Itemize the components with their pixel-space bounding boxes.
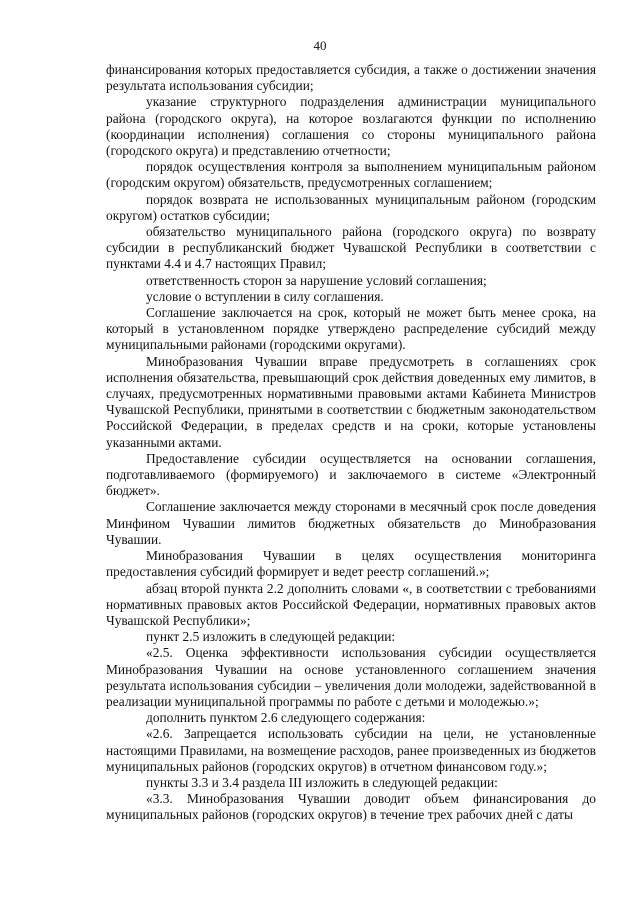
paragraph: указание структурного подразделения администрации муниципального района (городского округа), на которое возлагаются функции по исполнению (координации исполнения) соглашения со стороны муниципального района (городского округа) и представлению отчетности; <box>106 94 596 159</box>
paragraph: «2.6. Запрещается использовать субсидии на цели, не установленные настоящими Правилами, на возмещение расходов, ранее произведенных из бюджетов муниципальных районов (городских округов) в отчетном финансовом году.»; <box>106 726 596 774</box>
paragraph: порядок осуществления контроля за выполнением муниципальным районом (городским округом) обязательств, предусмотренных соглашением; <box>106 159 596 191</box>
paragraph: финансирования которых предоставляется субсидия, а также о достижении значения результата использования субсидии; <box>106 62 596 94</box>
paragraph: порядок возврата не использованных муниципальным районом (городским округом) остатков субсидии; <box>106 191 596 223</box>
paragraph: пункт 2.5 изложить в следующей редакции: <box>146 629 396 645</box>
paragraph: пункты 3.3 и 3.4 раздела III изложить в следующей редакции: <box>146 774 498 790</box>
paragraph: Соглашение заключается между сторонами в месячный срок после доведения Минфином Чувашии лимитов бюджетных обязательств до Минобразования Чувашии. <box>106 499 596 547</box>
paragraph: «3.3. Минобразования Чувашии доводит объем финансирования до муниципальных районов (городских округов) в течение трех рабочих дней с даты <box>106 791 596 823</box>
paragraph: абзац второй пункта 2.2 дополнить словами «, в соответствии с требованиями нормативных правовых актов Российской Федерации, нормативных правовых актов Чувашской Республики»; <box>106 580 596 628</box>
paragraph: обязательство муниципального района (городского округа) по возврату субсидии в республиканский бюджет Чувашской Республики в соответствии с пунктами 4.4 и 4.7 настоящих Правил; <box>106 224 596 272</box>
paragraph: Соглашение заключается на срок, который не может быть менее срока, на который в установленном порядке утверждено распределение субсидий между муниципальными районами (городскими округами). <box>106 305 596 353</box>
paragraph: дополнить пунктом 2.6 следующего содержания: <box>146 710 426 726</box>
paragraph: Минобразования Чувашии в целях осуществления мониторинга предоставления субсидий формирует и ведет реестр соглашений.»; <box>106 548 596 580</box>
document-body <box>106 62 596 824</box>
page-number: 40 <box>313 38 327 53</box>
paragraph: Предоставление субсидии осуществляется на основании соглашения, подготавливаемого (формируемого) и заключаемого в системе «Электронный бюджет». <box>106 450 596 499</box>
paragraph: Минобразования Чувашии вправе предусмотреть в соглашениях срок исполнения обязательства, превышающий срок действия доведенных ему лимитов, в случаях, предусмотренных нормативными правовыми актами Кабинета Министров Чувашской Республики, принятыми в соответствии с бюджетным законодательством Российской Федерации, в пределах средств и на сроки, которые установлены указанными актами. <box>106 353 596 450</box>
paragraph: «2.5. Оценка эффективности использования субсидии осуществляется Минобразования Чувашии на основе установленного соглашением значения результата использования субсидии – увеличения доли молодежи, задействованной в реализации муниципальной программы по работе с детьми и молодежью.»; <box>106 645 596 709</box>
paragraph: условие о вступлении в силу соглашения. <box>146 288 384 304</box>
paragraph: ответственность сторон за нарушение условий соглашения; <box>146 272 487 288</box>
